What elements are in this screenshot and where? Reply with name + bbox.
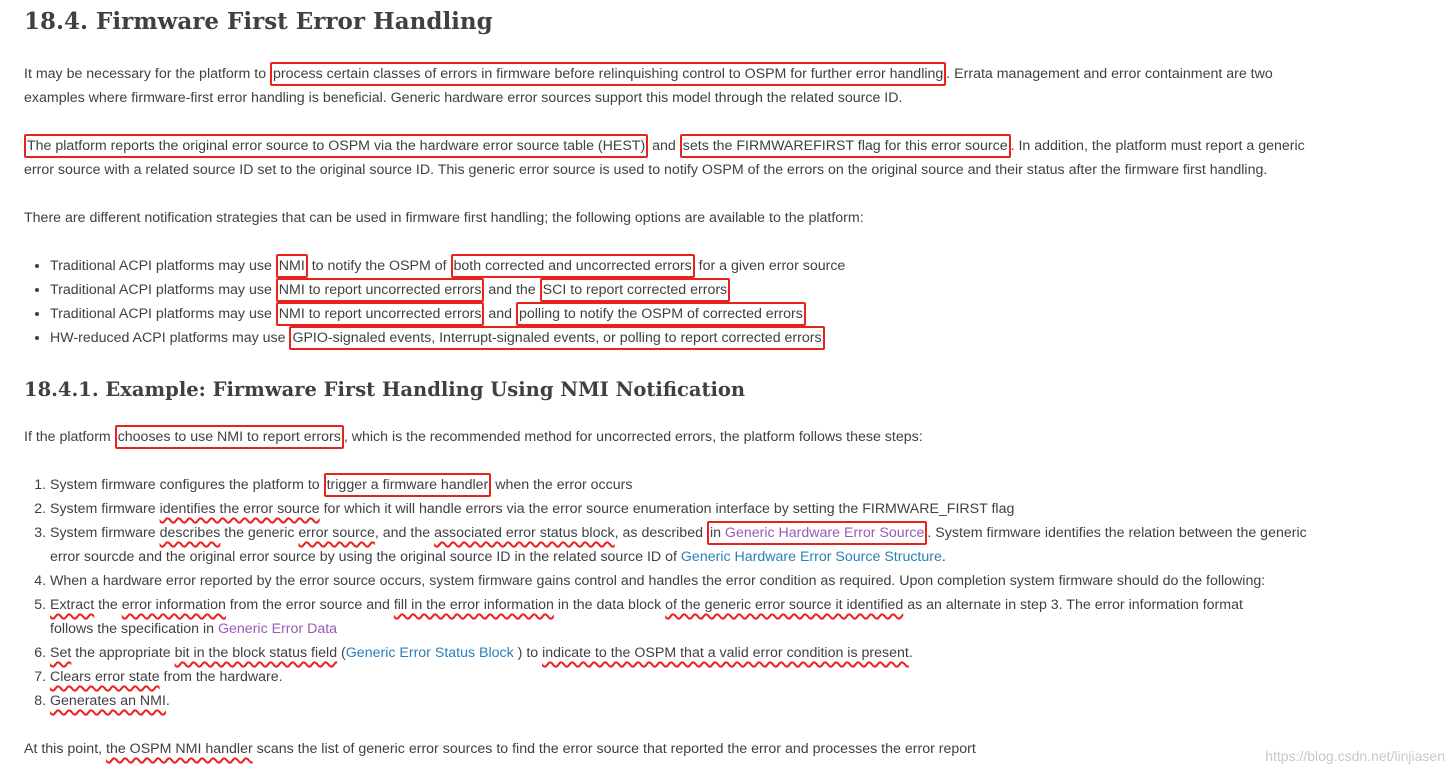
text-line	[24, 158, 1442, 182]
text-run: System firmware	[50, 525, 160, 541]
text-line	[50, 545, 1442, 569]
bullet-list	[24, 254, 1442, 350]
text-run: .	[165, 693, 170, 709]
text-run: There are different notification strategies that can be used in firmware first handling; the following options are available to the platform:	[24, 210, 864, 226]
text-line	[50, 641, 1442, 665]
red-box-annotation: NMI	[276, 254, 308, 278]
red-box-annotation: GPIO-signaled events, Interrupt-signaled events, or polling to report corrected errors	[289, 326, 824, 350]
watermark-text: https://blog.csdn.net/linjiasen	[1265, 748, 1445, 764]
text-line	[50, 473, 1442, 497]
steps-list	[24, 473, 1442, 713]
text-run: Traditional ACPI platforms may use	[50, 282, 276, 298]
text-run: in	[709, 525, 725, 541]
text-line	[24, 62, 1442, 86]
text-run: the	[94, 597, 122, 613]
paragraph	[24, 206, 1442, 230]
red-box-annotation: NMI to report uncorrected errors	[276, 278, 485, 302]
text-line	[50, 326, 1442, 350]
text-run: , which is the recommended method for uncorrected errors, the platform follows these steps:	[343, 429, 923, 445]
text-line	[50, 617, 1442, 641]
red-underline-annotation: Set	[50, 645, 72, 661]
paragraph	[24, 737, 1442, 761]
red-underline-annotation: fill in the error information	[393, 597, 554, 613]
red-underline-annotation: Generates an NMI	[50, 693, 166, 709]
text-run: and	[484, 306, 516, 322]
red-underline-annotation: identifies the error source	[159, 501, 320, 517]
text-run: and	[648, 138, 680, 154]
text-run: as an alternate in step 3. The error information format	[903, 597, 1243, 613]
step-item	[50, 689, 1442, 713]
red-box-annotation: NMI to report uncorrected errors	[276, 302, 485, 326]
text-run: error sourcde and the original error source by using the original source ID in the related source ID of	[50, 549, 681, 565]
bullet-item	[50, 326, 1442, 350]
red-underline-annotation: error source	[298, 525, 375, 541]
red-box-annotation: polling to notify the OSPM of corrected errors	[516, 302, 806, 326]
text-line	[50, 278, 1442, 302]
text-line	[50, 497, 1442, 521]
page-title: 18.4. Firmware First Error Handling	[24, 8, 493, 35]
red-underline-annotation: indicate to the OSPM that a valid error condition is present	[542, 645, 909, 661]
text-line	[50, 521, 1442, 545]
step-item	[50, 497, 1442, 521]
text-run: If the platform	[24, 429, 115, 445]
red-box-annotation: SCI to report corrected errors	[540, 278, 731, 302]
text-run: for a given error source	[694, 258, 846, 274]
text-run: error source with a related source ID set to the original source ID. This generic error source is used to notify OSPM of the errors on the original source and their status after the firmware first handling.	[24, 162, 1268, 178]
text-run: At this point,	[24, 741, 107, 757]
link-generic-hardware-error-source-structure[interactable]: Generic Hardware Error Source Structure	[680, 549, 942, 565]
step-item	[50, 521, 1442, 569]
text-line	[50, 665, 1442, 689]
paragraph	[24, 62, 1442, 110]
text-run: , and the	[374, 525, 435, 541]
text-run: . System firmware identifies the relation between the generic	[927, 525, 1307, 541]
red-box-annotation: chooses to use NMI to report errors	[115, 425, 344, 449]
red-box-annotation: both corrected and uncorrected errors	[451, 254, 695, 278]
red-underline-annotation: of the generic error source it identified	[665, 597, 904, 613]
text-run: HW-reduced ACPI platforms may use	[50, 330, 290, 346]
text-run: It may be necessary for the platform to	[24, 66, 271, 82]
red-underline-annotation: error information	[121, 597, 226, 613]
text-line	[50, 689, 1442, 713]
text-run: and the	[484, 282, 540, 298]
step-item	[50, 593, 1442, 641]
red-box-annotation: The platform reports the original error source to OSPM via the hardware error source table (HEST)	[24, 134, 648, 158]
red-underline-annotation: bit in the block status field	[174, 645, 338, 661]
bullet-item	[50, 254, 1442, 278]
text-run: when the error occurs	[491, 477, 633, 493]
text-run: .	[908, 645, 913, 661]
text-run: ) to	[513, 645, 543, 661]
text-run: scans the list of generic error sources to find the error source that reported the error and processes the error report	[252, 741, 976, 757]
text-run: .	[941, 549, 946, 565]
text-run: from the error source and	[225, 597, 394, 613]
text-run: the appropriate	[71, 645, 175, 661]
red-underline-annotation: describes	[159, 525, 221, 541]
text-run: , as described	[614, 525, 707, 541]
text-line	[50, 254, 1442, 278]
red-underline-annotation: Extract	[50, 597, 95, 613]
link-generic-hardware-error-source[interactable]: Generic Hardware Error Source	[724, 525, 925, 541]
paragraph	[24, 425, 1442, 449]
text-run: follows the specification in	[50, 621, 218, 637]
section-heading: 18.4.1. Example: Firmware First Handling Using NMI Notification	[24, 378, 746, 401]
text-line	[24, 206, 1442, 230]
text-run: in the data block	[553, 597, 666, 613]
text-run: examples where firmware-first error handling is beneficial. Generic hardware error sources support this model through the related source ID.	[24, 90, 903, 106]
text-run: . In addition, the platform must report a generic	[1010, 138, 1305, 154]
red-box-annotation: trigger a firmware handler	[324, 473, 492, 497]
text-run: from the hardware.	[159, 669, 283, 685]
bullet-item	[50, 278, 1442, 302]
step-item	[50, 473, 1442, 497]
text-run: (	[337, 645, 346, 661]
red-underline-annotation: Clears error state	[50, 669, 160, 685]
text-run: System firmware configures the platform to	[50, 477, 324, 493]
red-underline-annotation: associated error status block	[434, 525, 615, 541]
text-line	[24, 425, 1442, 449]
red-box-annotation	[707, 521, 927, 545]
paragraph	[24, 134, 1442, 182]
step-item	[50, 569, 1442, 593]
link-generic-error-data[interactable]: Generic Error Data	[217, 621, 338, 637]
text-line	[24, 134, 1442, 158]
text-run: Traditional ACPI platforms may use	[50, 258, 276, 274]
text-line	[24, 737, 1442, 761]
text-line	[50, 569, 1442, 593]
red-box-annotation: process certain classes of errors in firmware before relinquishing control to OSPM for further error handling	[270, 62, 946, 86]
text-run: Traditional ACPI platforms may use	[50, 306, 276, 322]
text-run: the generic	[220, 525, 299, 541]
document-content	[24, 0, 1442, 775]
red-box-annotation: sets the FIRMWAREFIRST flag for this error source	[680, 134, 1011, 158]
red-underline-annotation: the OSPM NMI handler	[106, 741, 253, 757]
link-generic-error-status-block[interactable]: Generic Error Status Block	[345, 645, 514, 661]
bullet-item	[50, 302, 1442, 326]
text-run: System firmware	[50, 501, 160, 517]
step-item	[50, 665, 1442, 689]
text-run: . Errata management and error containment are two	[946, 66, 1273, 82]
text-run: for which it will handle errors via the error source enumeration interface by setting the FIRMWARE_FIRST flag	[319, 501, 1015, 517]
text-line	[50, 593, 1442, 617]
text-line	[50, 302, 1442, 326]
text-run: to notify the OSPM of	[307, 258, 451, 274]
text-run: When a hardware error reported by the error source occurs, system firmware gains control and handles the error condition as required. Upon completion system firmware should do the following:	[50, 573, 1266, 589]
step-item	[50, 641, 1442, 665]
text-line	[24, 86, 1442, 110]
